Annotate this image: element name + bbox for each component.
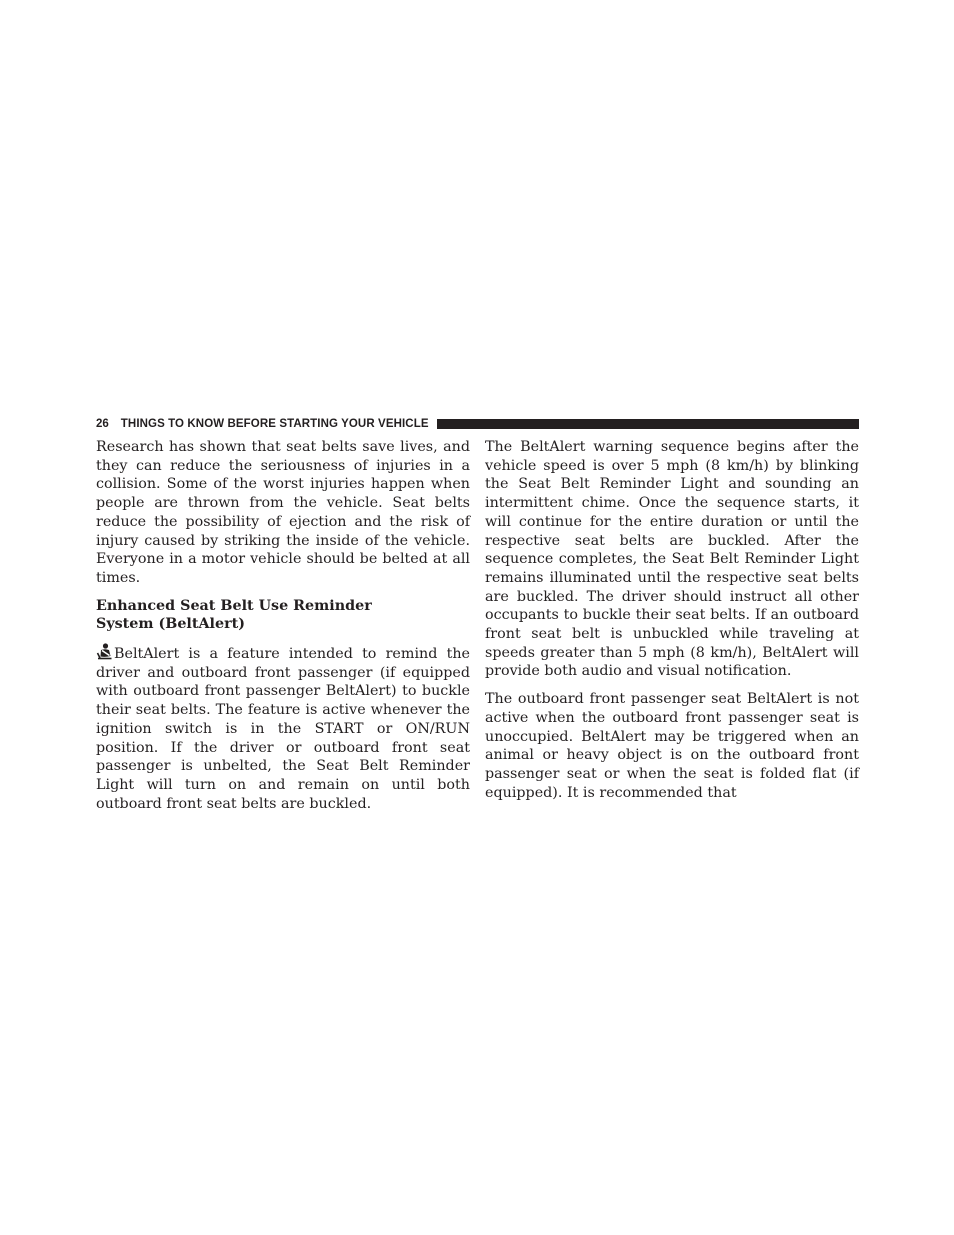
- section-title: THINGS TO KNOW BEFORE STARTING YOUR VEHICLE: [120, 418, 429, 430]
- left-column: [96, 438, 470, 822]
- page-number: 26: [96, 418, 109, 430]
- passenger-seat-paragraph: The outboard front passenger seat BeltAlert is not active when the outboard front passenger seat is unoccupied. BeltAlert may be triggered when an animal or heavy object is on the outboard front passenger seat or when the seat is folded flat (if equipped). It is recommended that: [485, 691, 859, 801]
- header-rule: [437, 419, 859, 429]
- seat-belt-reminder-icon: [96, 643, 113, 660]
- seat-belt-intro-paragraph: Research has shown that seat belts save lives, and they can reduce the seriousness of injuries in a collision. Some of the worst injuries happen when people are thrown from the vehicle. Seat belts reduce the possibility of ejection and the risk of injury caused by striking the inside of the vehicle. Everyone in a motor vehicle should be belted at all times.: [96, 439, 470, 586]
- beltalert-description-paragraph: [96, 643, 470, 813]
- page-header: [96, 417, 859, 431]
- beltalert-heading: Enhanced Seat Belt Use Reminder System (BeltAlert): [96, 597, 372, 633]
- right-column: [485, 438, 859, 811]
- beltalert-description-text: BeltAlert is a feature intended to remind the driver and outboard front passenger (if equipped with outboard front passenger BeltAlert) to buckle their seat belts. The feature is active whenever the ignition switch is in the START or ON/RUN position. If the driver or outboard front seat passenger is unbelted, the Seat Belt Reminder Light will turn on and remain on until both outboard front seat belts are buckled.: [96, 646, 470, 812]
- warning-sequence-paragraph: The BeltAlert warning sequence begins after the vehicle speed is over 5 mph (8 km/h) by blinking the Seat Belt Reminder Light and sounding an intermittent chime. Once the sequence starts, it will continue for the entire duration or until the respective seat belts are buckled. After the sequence completes, the Seat Belt Reminder Light remains illuminated until the respective seat belts are buckled. The driver should instruct all other occupants to buckle their seat belts. If an outboard front seat belt is unbuckled while traveling at speeds greater than 5 mph (8 km/h), BeltAlert will provide both audio and visual notification.: [485, 439, 859, 680]
